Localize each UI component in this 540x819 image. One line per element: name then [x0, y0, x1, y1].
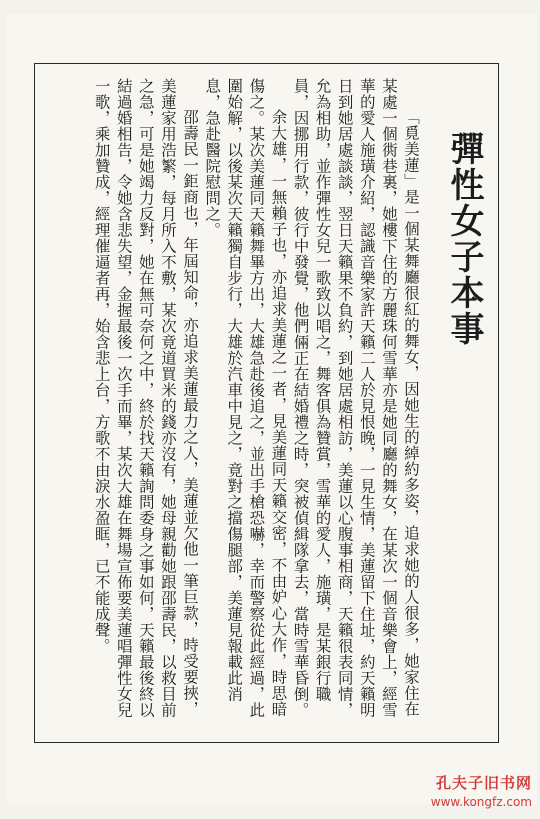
synopsis-body — [42, 78, 422, 726]
paragraph-2: 余大雄，一無賴子也，亦追求美蓮之一者，見美蓮同天籟交密，不由妒心大作，時思暗傷之。某次美蓮同天籟舞畢方出，大雄急赴後追之，並出手槍恐嚇，幸而警察從此經過，此圍始解，以後某次天籟獨自步行，大雄於汽車中見之，竟對之擋傷腿部，美蓮見報載此消息，急赴醫院慰問之。 — [203, 78, 288, 718]
watermark-site-name: 孔夫子旧书网 — [435, 774, 532, 792]
site-watermark — [431, 772, 532, 809]
watermark-url: www.kongfz.com — [430, 795, 532, 809]
paragraph-1: 「覓美蓮」是一個某舞廳很紅的舞女，因她生的綽約多姿，追求她的人很多，她家住在某處一個衖巷裏，她樓下住的方麗珠何雪華亦是她同廳的舞女，在某次一個音樂會上，經雪華的愛人施璜介紹，認識音樂家許天籟二人於見恨晚，一見生情，美蓮留下住址，約天籟明日到她居處談談，翌日天籟果不負約，到她居處相訪，美蓮以心腹事相商，天籟很表同情，允為相助，並作彈性女兒一歌致以唱之，舞客俱為贊賞，雪華的愛人，施璜，是某銀行職員，因挪用行款，彼行中發覺，他們倆正在結婚禮之時，突被偵緝隊拿去，當時雪華昏倒。 — [291, 78, 420, 718]
paragraph-3: 邵壽民一鉅商也，年屆知命，亦追求美蓮最力之人，美蓮並欠他一筆巨款，時受要挾，美蓮家用浩繁，每月所入不敷，某次竟道買米的錢亦沒有，她母親勸她跟邵壽民，以救目前之急，可是她竭力反對，她在無可奈何之中，終於找天籟詢問委身之事如何，天籟最後終以結過婚相告，令她含悲失望，金握最後一次手而畢，某次大雄在舞場宣佈要美蓮唱彈性女兒一歌，乘加贊成，經理催逼者再，始含悲上台，方歌不由淚水盈眶，已不能成聲。 — [92, 78, 200, 718]
document-title: 彈性女子本事 — [444, 131, 484, 347]
